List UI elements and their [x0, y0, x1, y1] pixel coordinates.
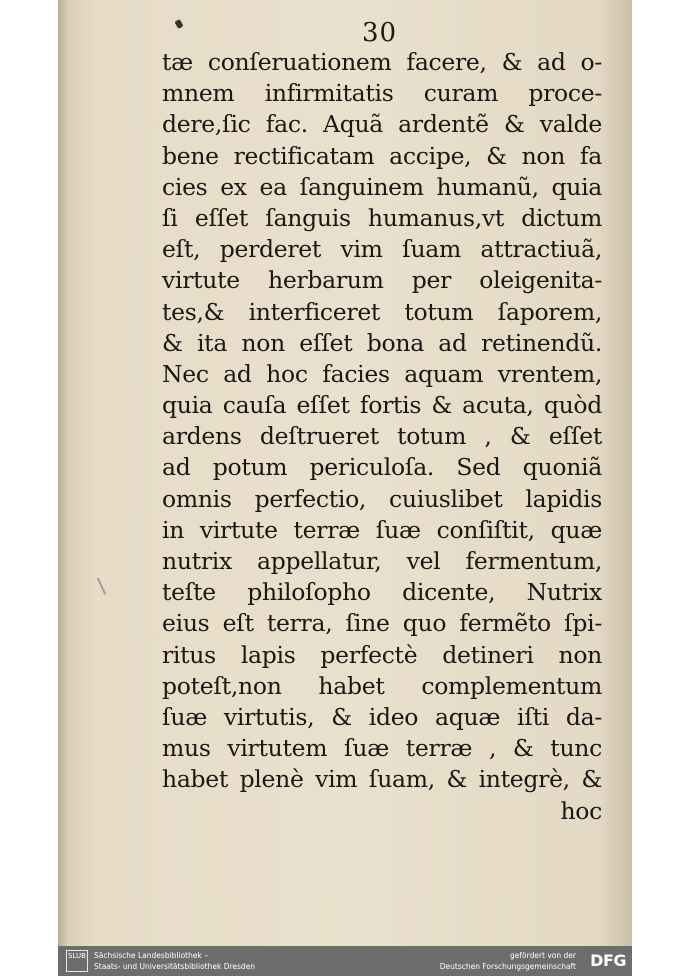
text-line: omnis perfectio, cuiuslibet lapidis [162, 484, 602, 513]
text-line: dere,ſic fac. Aquã ardentẽ & valde [162, 110, 602, 139]
text-line: ſi eſſet ſanguis humanus,vt dictum [162, 203, 602, 232]
library-footer-bar [58, 946, 632, 976]
margin-mark [97, 573, 115, 594]
text-line: virtute herbarum per oleigenita- [162, 266, 602, 295]
library-credit-line1: Sächsische Landesbibliothek – [94, 951, 208, 960]
ink-mark [174, 19, 183, 29]
text-line: tes,& interficeret totum ſaporem, [162, 297, 602, 326]
page-number: 30 [362, 18, 398, 48]
text-line: ardens deſtrueret totum , & eſſet [162, 422, 602, 451]
text-line: ad potum periculoſa. Sed quoniã [162, 453, 602, 482]
library-credit-line2: Staats- und Universitätsbibliothek Dresden [94, 962, 256, 971]
slub-logo: SLUB [66, 950, 88, 972]
text-line: Nec ad hoc facies aquam vrentem, [162, 359, 602, 388]
text-line: poteſt,non habet complementum [162, 671, 602, 700]
funding-credit-line2: Deutschen Forschungsgemeinschaft [439, 962, 576, 971]
text-line: ritus lapis perfectè detineri non [162, 640, 602, 669]
text-line: mnem infirmitatis curam proce- [162, 79, 602, 108]
body-text [162, 47, 602, 827]
text-line: mus virtutem ſuæ terræ , & tunc [162, 734, 602, 763]
library-credit [94, 950, 255, 972]
text-line: bene rectificatam accipe, & non fa [162, 141, 602, 170]
text-line: eius eſt terra, ſine quo fermẽto ſpi- [162, 609, 602, 638]
dfg-logo: DFG [590, 951, 626, 970]
text-line: cies ex ea ſanguinem humanũ, quia [162, 172, 602, 201]
text-line: teſte philoſopho dicente, Nutrix [162, 578, 602, 607]
catchword: hoc [560, 796, 602, 825]
book-page [66, 0, 624, 946]
text-line: & ita non eſſet bona ad retinendũ. [162, 328, 602, 357]
funding-credit-line1: gefördert von der [510, 951, 576, 960]
text-line: tæ conſeruationem facere, & ad o- [162, 48, 602, 76]
text-line: ſuæ virtutis, & ideo aquæ iſti da- [162, 702, 602, 731]
text-line: in virtute terræ ſuæ conſiſtit, quæ [162, 515, 602, 544]
funding-credit [440, 950, 576, 972]
text-line: habet plenè vim ſuam, & integrè, & [162, 765, 602, 794]
text-line: nutrix appellatur, vel fermentum, [162, 547, 602, 575]
text-line: eſt, perderet vim ſuam attractiuã, [162, 235, 602, 264]
text-line: quia cauſa eſſet fortis & acuta, quòd [162, 391, 602, 420]
